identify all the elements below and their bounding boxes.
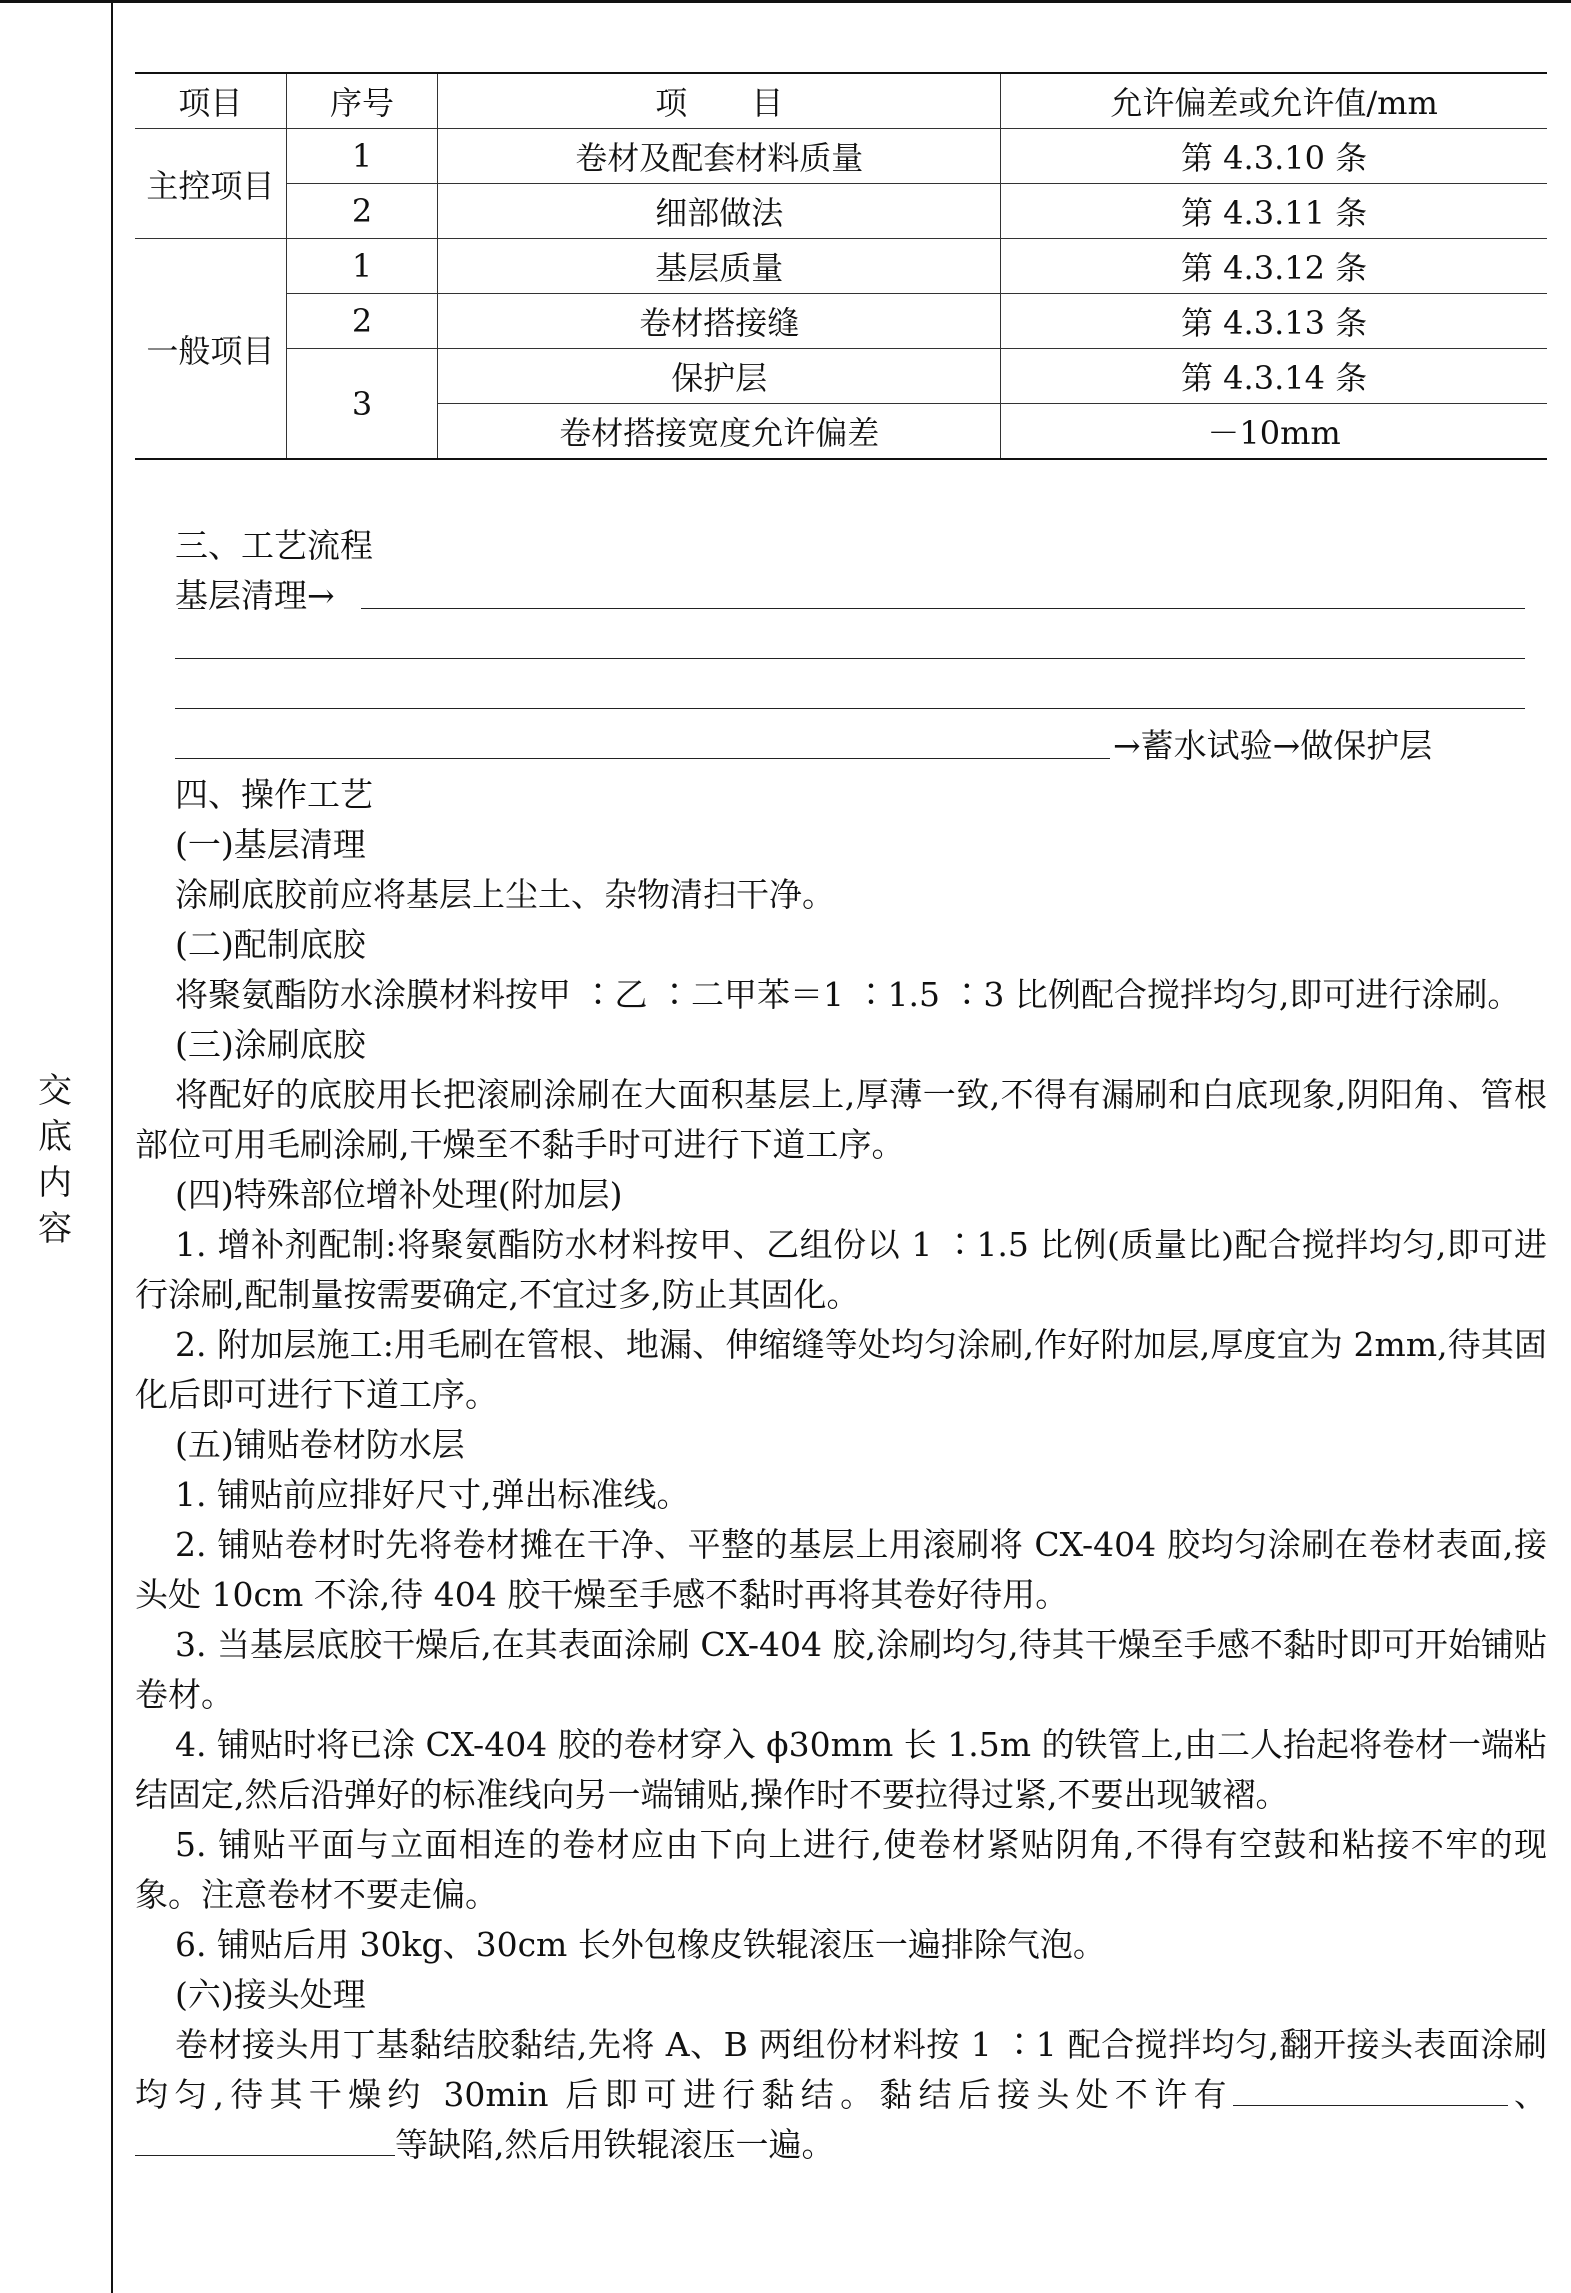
row-no: 2 xyxy=(286,294,438,349)
ops-heading: 四、操作工艺 xyxy=(175,775,373,814)
side-border-rule xyxy=(111,0,113,2293)
table-row xyxy=(135,294,1547,349)
section-title: (一)基层清理 xyxy=(175,825,366,864)
quality-standard-table xyxy=(135,72,1547,460)
paragraph: 4. 铺贴时将已涂 CX-404 胶的卷材穿入 ϕ30mm 长 1.5m 的铁管上,由二人抬起将卷材一端粘结固定,然后沿弹好的标准线向另一端铺贴,操作时不要拉得过紧,不要出现皱褶。 xyxy=(135,1725,1547,1814)
header-serial: 序号 xyxy=(286,73,438,129)
row-no: 1 xyxy=(286,239,438,294)
row-value: 第 4.3.10 条 xyxy=(1001,129,1547,184)
row-item: 细部做法 xyxy=(438,184,1001,239)
flow-blank-2[interactable] xyxy=(175,658,1525,659)
operation-section xyxy=(135,770,1547,2170)
row-item: 卷材及配套材料质量 xyxy=(438,129,1001,184)
section-title: (三)涂刷底胶 xyxy=(175,1025,366,1064)
table-header-row xyxy=(135,73,1547,129)
defect-blank-1-cont[interactable] xyxy=(1478,2104,1508,2106)
section-title: (五)铺贴卷材防水层 xyxy=(175,1425,465,1464)
flow-blank-3[interactable] xyxy=(175,708,1525,709)
joint-text-b: 等缺陷,然后用铁辊滚压一遍。 xyxy=(395,2125,835,2164)
process-flow-section xyxy=(175,520,1525,770)
defect-blank-1[interactable] xyxy=(1233,2104,1478,2106)
row-no: 1 xyxy=(286,129,438,184)
flow-end-text: →蓄水试验→做保护层 xyxy=(1113,726,1433,765)
header-category: 项目 xyxy=(135,73,286,129)
table-row xyxy=(135,239,1547,294)
row-no: 2 xyxy=(286,184,438,239)
flow-start-text: 基层清理→ xyxy=(175,576,335,615)
section-title: (六)接头处理 xyxy=(175,1975,366,2014)
row-no: 3 xyxy=(286,349,438,460)
side-label-jiaodi-neirong xyxy=(30,1068,82,1252)
flow-line-1 xyxy=(175,570,1525,620)
group-main-control: 主控项目 xyxy=(135,129,286,239)
header-item: 项 目 xyxy=(438,73,1001,129)
flow-heading: 三、工艺流程 xyxy=(175,526,373,565)
table-row xyxy=(135,184,1547,239)
top-border-rule xyxy=(0,0,1571,3)
group-general: 一般项目 xyxy=(135,239,286,460)
flow-blank-1[interactable] xyxy=(361,608,1525,609)
paragraph: 3. 当基层底胶干燥后,在其表面涂刷 CX-404 胶,涂刷均匀,待其干燥至手感不黏时即可开始铺贴卷材。 xyxy=(135,1625,1547,1714)
paragraph: 1. 增补剂配制:将聚氨酯防水材料按甲、乙组份以 1 ∶1.5 比例(质量比)配合搅拌均匀,即可进行涂刷,配制量按需要确定,不宜过多,防止其固化。 xyxy=(135,1225,1547,1314)
paragraph: 6. 铺贴后用 30kg、30cm 长外包橡皮铁辊滚压一遍排除气泡。 xyxy=(175,1925,1106,1964)
flow-line-3 xyxy=(175,670,1525,720)
row-item: 保护层 xyxy=(438,349,1001,404)
flow-blank-4[interactable] xyxy=(175,758,1110,759)
row-value: 第 4.3.12 条 xyxy=(1001,239,1547,294)
table-row xyxy=(135,349,1547,404)
joint-text-a: 卷材接头用丁基黏结胶黏结,先将 A、B 两组份材料按 1 ∶1 配合搅拌均匀,翻开接头表面涂刷均匀,待其干燥约 30min 后即可进行黏结。黏结后接头处不许有 xyxy=(135,2025,1547,2114)
paragraph: 涂刷底胶前应将基层上尘土、杂物清扫干净。 xyxy=(175,875,835,914)
row-item: 卷材搭接宽度允许偏差 xyxy=(438,404,1001,460)
paragraph: 2. 铺贴卷材时先将卷材摊在干净、平整的基层上用滚刷将 CX-404 胶均匀涂刷在卷材表面,接头处 10cm 不涂,待 404 胶干燥至手感不黏时再将其卷好待用。 xyxy=(135,1525,1547,1614)
flow-line-4 xyxy=(175,720,1525,770)
row-item: 卷材搭接缝 xyxy=(438,294,1001,349)
row-value: 第 4.3.13 条 xyxy=(1001,294,1547,349)
header-tolerance: 允许偏差或允许值/mm xyxy=(1001,73,1547,129)
section-title: (四)特殊部位增补处理(附加层) xyxy=(175,1175,623,1214)
section-title: (二)配制底胶 xyxy=(175,925,366,964)
flow-line-2 xyxy=(175,620,1525,670)
joint-separator: 、 xyxy=(1507,2075,1547,2114)
row-item: 基层质量 xyxy=(438,239,1001,294)
paragraph: 将配好的底胶用长把滚刷涂刷在大面积基层上,厚薄一致,不得有漏刷和白底现象,阴阳角、管根部位可用毛刷涂刷,干燥至不黏手时可进行下道工序。 xyxy=(135,1075,1547,1164)
paragraph: 1. 铺贴前应排好尺寸,弹出标准线。 xyxy=(175,1475,690,1514)
row-value: －10mm xyxy=(1001,404,1547,460)
joint-paragraph xyxy=(135,2020,1547,2170)
paragraph: 将聚氨酯防水涂膜材料按甲 ∶乙 ∶二甲苯＝1 ∶1.5 ∶3 比例配合搅拌均匀,即可进行涂刷。 xyxy=(175,975,1521,1014)
side-label-char: 内 xyxy=(38,1163,74,1203)
paragraph: 5. 铺贴平面与立面相连的卷材应由下向上进行,使卷材紧贴阴角,不得有空鼓和粘接不牢的现象。注意卷材不要走偏。 xyxy=(135,1825,1547,1914)
side-label-char: 底 xyxy=(38,1117,74,1157)
table-row xyxy=(135,129,1547,184)
side-label-char: 容 xyxy=(38,1209,74,1249)
defect-blank-2[interactable] xyxy=(135,2154,395,2156)
paragraph: 2. 附加层施工:用毛刷在管根、地漏、伸缩缝等处均匀涂刷,作好附加层,厚度宜为 2mm,待其固化后即可进行下道工序。 xyxy=(135,1325,1547,1414)
row-value: 第 4.3.11 条 xyxy=(1001,184,1547,239)
side-label-char: 交 xyxy=(38,1071,74,1111)
row-value: 第 4.3.14 条 xyxy=(1001,349,1547,404)
